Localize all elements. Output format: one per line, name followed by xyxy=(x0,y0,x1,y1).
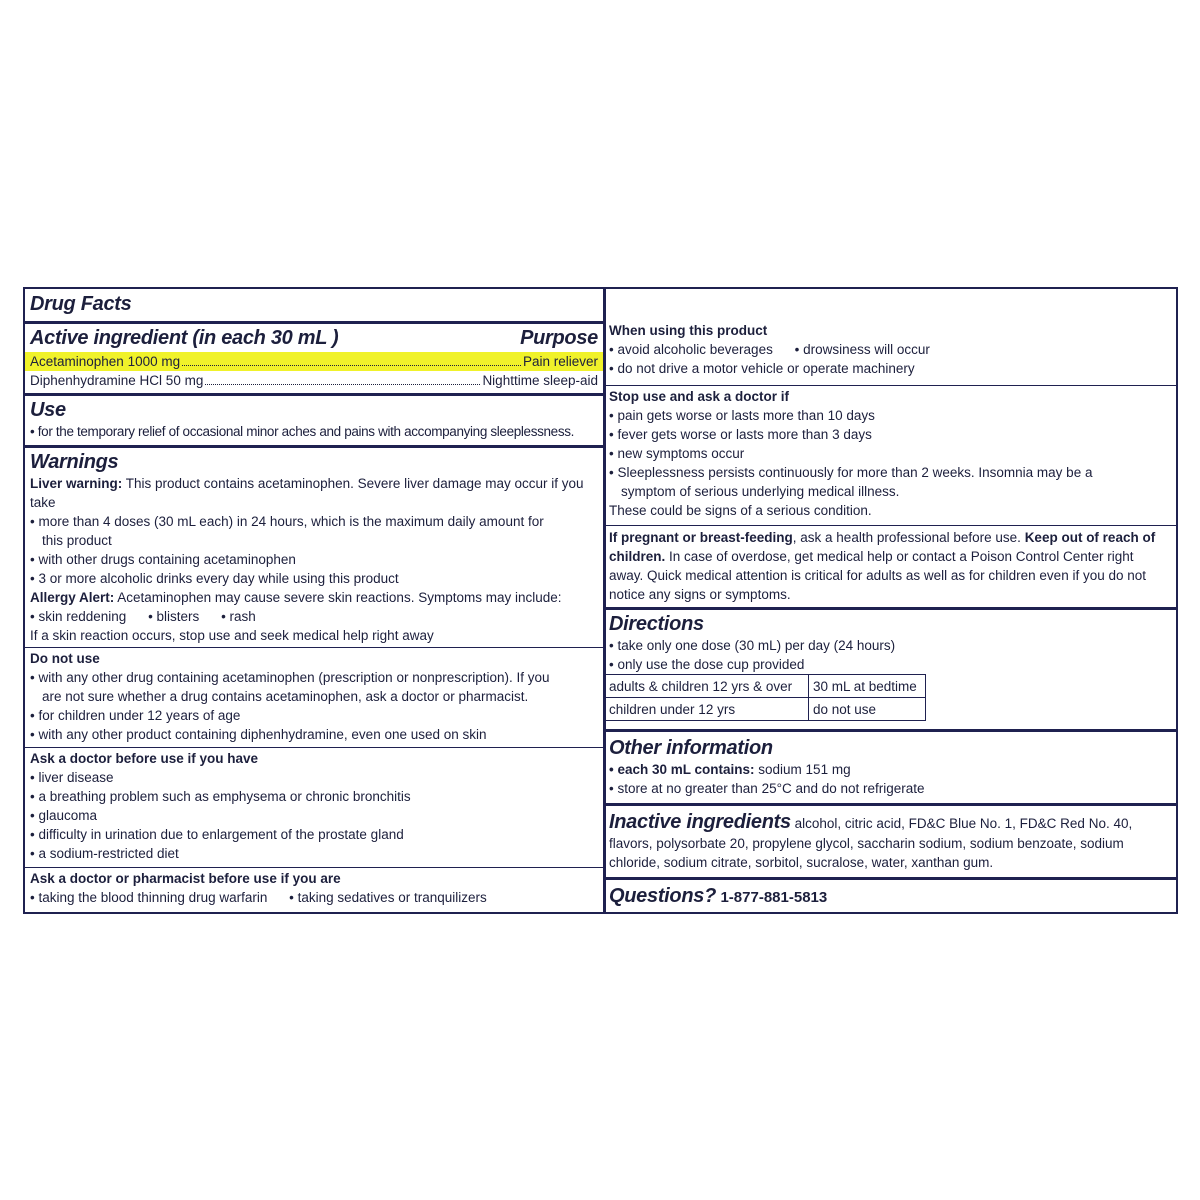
directions-item: • take only one dose (30 mL) per day (24 hours) xyxy=(609,638,896,653)
liver-warning-text: This product contains acetaminophen. Severe liver damage may occur if you take xyxy=(30,476,584,510)
leader-dots xyxy=(205,384,480,385)
active-ingredient-section xyxy=(25,321,603,391)
symptom: • rash xyxy=(221,609,256,624)
purpose-heading: Purpose xyxy=(520,327,598,349)
stop-use-heading: Stop use and ask a doctor if xyxy=(609,389,790,404)
left-column xyxy=(25,289,606,912)
ask-doctor-item: • glaucoma xyxy=(30,808,98,823)
drug-facts-title: Drug Facts xyxy=(30,293,132,315)
ask-pharmacist-heading: Ask a doctor or pharmacist before use if you are xyxy=(30,871,341,886)
ask-pharmacist-items xyxy=(30,888,598,907)
contains-label: • each 30 mL contains: xyxy=(609,762,755,777)
directions-table xyxy=(604,674,926,721)
allergy-alert xyxy=(30,588,598,607)
other-info-storage: • store at no greater than 25°C and do not refrigerate xyxy=(609,781,925,796)
stop-use-item: • new symptoms occur xyxy=(609,446,745,461)
when-using-item: • avoid alcoholic beverages xyxy=(609,342,773,357)
liver-item: this product xyxy=(42,533,112,548)
do-not-use-item: • with any other product containing diphenhydramine, even one used on skin xyxy=(30,727,487,742)
ingredient-name: Diphenhydramine HCl 50 mg xyxy=(30,373,204,388)
other-info-heading: Other information xyxy=(609,737,773,759)
ask-pharmacist-section xyxy=(25,867,603,912)
when-using-item: • drowsiness will occur xyxy=(794,342,930,357)
when-using-row xyxy=(609,340,1171,359)
stop-use-item: • pain gets worse or lasts more than 10 days xyxy=(609,408,875,423)
do-not-use-item: • with any other drug containing acetaminophen (prescription or nonprescription). If you xyxy=(30,670,550,685)
table-cell: do not use xyxy=(809,698,926,721)
symptom: • blisters xyxy=(148,609,200,624)
active-ingredient-heading: Active ingredient (in each 30 mL ) xyxy=(30,327,339,349)
right-column xyxy=(604,289,1176,912)
questions-phone: 1-877-881-5813 xyxy=(720,889,828,906)
pregnant-label: If pregnant or breast-feeding xyxy=(609,530,793,545)
inactive-ingredients-section xyxy=(604,803,1176,877)
stop-use-item: • fever gets worse or lasts more than 3 days xyxy=(609,427,872,442)
directions-item: • only use the dose cup provided xyxy=(609,657,805,672)
table-cell: adults & children 12 yrs & over xyxy=(605,675,809,698)
directions-section xyxy=(604,607,1176,729)
liver-warning-label: Liver warning: xyxy=(30,476,123,491)
liver-item: • more than 4 doses (30 mL each) in 24 hours, which is the maximum daily amount for xyxy=(30,514,544,529)
warnings-section xyxy=(25,445,603,645)
active-ingredient-header-row xyxy=(30,326,598,350)
when-using-item: • do not drive a motor vehicle or operate machinery xyxy=(609,361,915,376)
allergy-alert-text: Acetaminophen may cause severe skin reactions. Symptoms may include: xyxy=(114,590,562,605)
do-not-use-section xyxy=(25,647,603,745)
when-using-section xyxy=(604,321,1176,383)
directions-heading: Directions xyxy=(609,613,704,635)
ask-doctor-section xyxy=(25,747,603,867)
ask-doctor-item: • liver disease xyxy=(30,770,114,785)
ingredient-row-diphenhydramine xyxy=(30,371,598,390)
liver-item: • 3 or more alcoholic drinks every day while using this product xyxy=(30,571,399,586)
ask-doctor-item: • a sodium-restricted diet xyxy=(30,846,179,861)
stop-use-item: symptom of serious underlying medical illness. xyxy=(621,484,900,499)
drug-facts-label xyxy=(23,287,1178,914)
use-heading: Use xyxy=(30,399,66,421)
stop-use-item: • Sleeplessness persists continuously for more than 2 weeks. Insomnia may be a xyxy=(609,465,1093,480)
inactive-ingredients-list: alcohol, citric acid, FD&C Blue No. 1, FD&C Red No. 40, flavors, polysorbate 20, propylene glycol, saccharin sodium, sodium benzoate, sodium chloride, sodium citrate, sorbitol, sucralose, water, xanthan gum. xyxy=(609,816,1133,870)
do-not-use-item: are not sure whether a drug contains acetaminophen, ask a doctor or pharmacist. xyxy=(42,689,529,704)
allergy-tail: If a skin reaction occurs, stop use and seek medical help right away xyxy=(30,628,434,643)
liver-warning xyxy=(30,474,598,512)
questions-section xyxy=(604,877,1176,912)
ingredient-name: Acetaminophen 1000 mg xyxy=(30,354,181,369)
liver-item: • with other drugs containing acetaminophen xyxy=(30,552,296,567)
inactive-ingredients-text xyxy=(609,810,1171,872)
inactive-ingredients-heading: Inactive ingredients xyxy=(609,811,791,833)
directions-table-row xyxy=(605,698,926,721)
stop-use-note: These could be signs of a serious condition. xyxy=(609,503,872,518)
pregnant-text: , ask a health professional before use. xyxy=(792,530,1025,545)
table-cell: 30 mL at bedtime xyxy=(809,675,926,698)
use-section xyxy=(25,393,603,443)
contains-value: sodium 151 mg xyxy=(754,762,851,777)
pregnancy-text xyxy=(609,528,1171,604)
ask-doctor-item: • a breathing problem such as emphysema or chronic bronchitis xyxy=(30,789,411,804)
other-info-contains xyxy=(609,760,1171,779)
questions-heading: Questions? xyxy=(609,885,717,907)
ingredient-purpose: Nighttime sleep-aid xyxy=(482,373,598,388)
directions-table-row xyxy=(605,675,926,698)
ingredient-purpose: Pain reliever xyxy=(522,354,598,369)
do-not-use-heading: Do not use xyxy=(30,651,100,666)
ask-doctor-heading: Ask a doctor before use if you have xyxy=(30,751,259,766)
drug-facts-header xyxy=(25,289,603,321)
stop-use-section xyxy=(604,385,1176,523)
pregnancy-section xyxy=(604,525,1176,607)
ask-doctor-item: • difficulty in urination due to enlargement of the prostate gland xyxy=(30,827,404,842)
overdose-text: In case of overdose, get medical help or contact a Poison Control Center right away. Quick medical attention is critical for adults as well as for children even if you do not notice any signs or symptoms. xyxy=(609,549,1147,602)
use-item: • for the temporary relief of occasional minor aches and pains with accompanying sleeplessness. xyxy=(30,424,575,439)
warnings-heading: Warnings xyxy=(30,451,119,473)
other-info-section xyxy=(604,729,1176,803)
allergy-alert-label: Allergy Alert: xyxy=(30,590,115,605)
ask-pharmacist-item: • taking sedatives or tranquilizers xyxy=(289,890,487,905)
keep-out-label: Keep out of reach of children. xyxy=(609,530,1156,564)
symptom: • skin reddening xyxy=(30,609,127,624)
do-not-use-item: • for children under 12 years of age xyxy=(30,708,241,723)
ask-pharmacist-item: • taking the blood thinning drug warfarin xyxy=(30,890,268,905)
leader-dots xyxy=(182,365,521,366)
when-using-heading: When using this product xyxy=(609,323,768,338)
table-cell: children under 12 yrs xyxy=(605,698,809,721)
ingredient-row-acetaminophen xyxy=(25,352,603,371)
allergy-symptoms xyxy=(30,607,598,626)
